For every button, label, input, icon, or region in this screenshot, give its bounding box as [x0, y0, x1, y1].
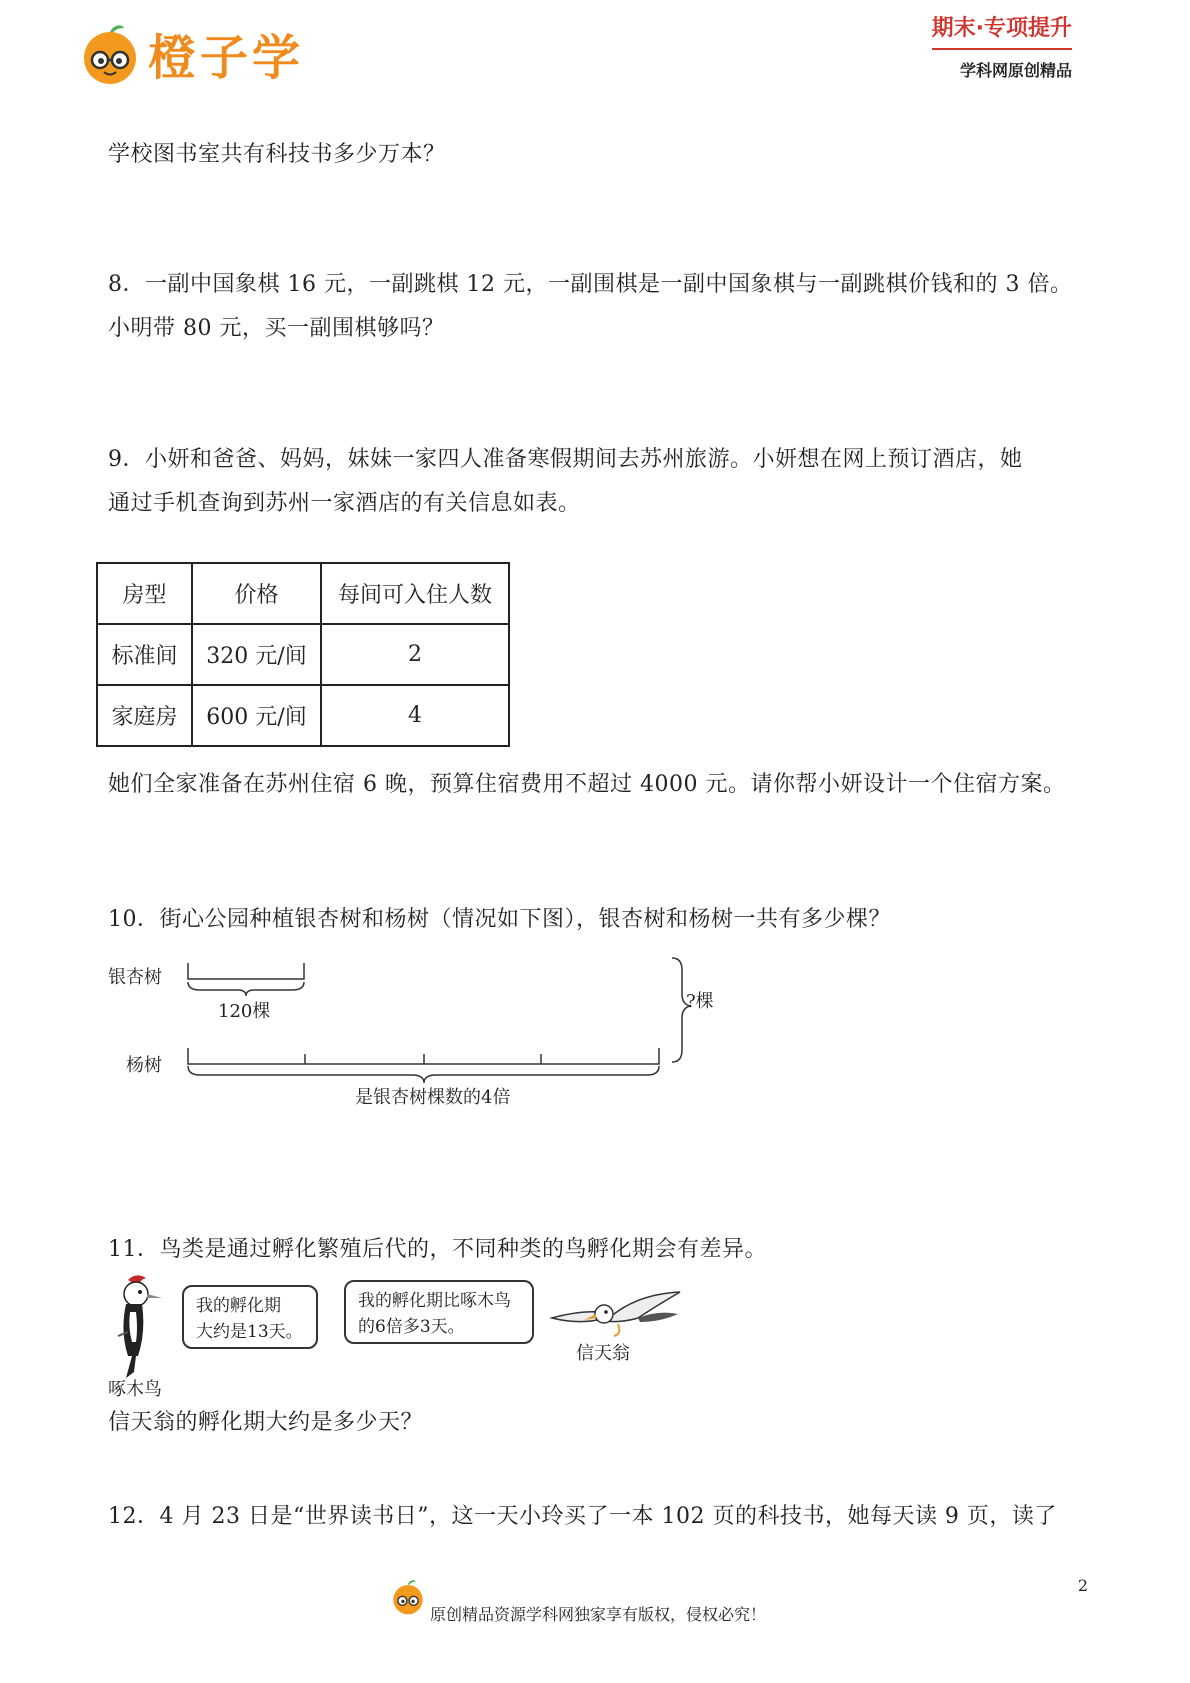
- header-subtitle: 学科网原创精品: [959, 61, 1072, 80]
- albatross-speech-line: 的6倍多3天。: [358, 1317, 465, 1337]
- q9-line-2: 通过手机查询到苏州一家酒店的有关信息如表。: [108, 491, 581, 516]
- q9-line-3: 她们全家准备在苏州住宿 6 晚，预算住宿费用不超过 4000 元。请你帮小妍设计一个住宿方案。: [108, 772, 1066, 797]
- poplar-label: 杨树: [126, 1055, 162, 1076]
- table-cell: 2: [321, 624, 509, 685]
- total-label: ?棵: [686, 991, 714, 1012]
- albatross-speech-line: 我的孵化期比啄木鸟: [358, 1291, 511, 1311]
- table-header-cell: 每间可入住人数: [321, 563, 509, 624]
- ginkgo-label: 银杏树: [108, 967, 162, 988]
- woodpecker-speech-line: 我的孵化期: [196, 1296, 281, 1316]
- table-header-cell: 价格: [192, 563, 321, 624]
- q8-line-1: 8．一副中国象棋 16 元，一副跳棋 12 元，一副围棋是一副中国象棋与一副跳棋价钱和的 3 倍。: [108, 272, 1073, 297]
- poplar-segment: [188, 1048, 659, 1064]
- woodpecker-name: 啄木鸟: [108, 1379, 162, 1400]
- q9-line-1: 9．小妍和爸爸、妈妈，妹妹一家四人准备寒假期间去苏州旅游。小妍想在网上预订酒店，她: [108, 447, 1023, 472]
- page-number: 2: [1077, 1576, 1088, 1595]
- table-cell: 家庭房: [97, 685, 192, 746]
- table-row: [97, 624, 509, 685]
- poplar-brace: [188, 1066, 659, 1083]
- albatross-icon: [548, 1284, 684, 1340]
- q7-end-text: 学校图书室共有科技书多少万本？: [108, 142, 446, 167]
- table-row: [97, 685, 509, 746]
- woodpecker-icon: [108, 1272, 166, 1382]
- ginkgo-segment: [188, 963, 304, 979]
- woodpecker-speech-line: 大约是13天。: [196, 1322, 303, 1342]
- footer-logo-icon: [390, 1578, 426, 1618]
- albatross-speech-bubble: [344, 1280, 534, 1344]
- albatross-name: 信天翁: [576, 1343, 630, 1364]
- q8-line-2: 小明带 80 元，买一副围棋够吗？: [108, 316, 445, 341]
- table-cell: 320 元/间: [192, 624, 321, 685]
- header-tag: 期末·专项提升: [932, 14, 1072, 50]
- ginkgo-count-label: 120棵: [218, 1001, 271, 1022]
- ginkgo-brace: [188, 982, 304, 996]
- table-cell: 4: [321, 685, 509, 746]
- q11-line-2: 信天翁的孵化期大约是多少天？: [108, 1410, 424, 1435]
- hotel-table: [96, 562, 510, 747]
- brand-name: 橙子学: [148, 30, 305, 86]
- woodpecker-speech-bubble: [182, 1285, 318, 1349]
- table-header-row: [97, 563, 509, 624]
- table-cell: 标准间: [97, 624, 192, 685]
- table-cell: 600 元/间: [192, 685, 321, 746]
- brand-logo-icon: [78, 22, 142, 86]
- q12-line-1: 12．4 月 23 日是“世界读书日”，这一天小玲买了一本 102 页的科技书，她每天读 9 页，读了: [108, 1504, 1057, 1529]
- q11-line-1: 11．鸟类是通过孵化繁殖后代的，不同种类的鸟孵化期会有差异。: [108, 1237, 767, 1262]
- table-header-cell: 房型: [97, 563, 192, 624]
- footer-copyright: 原创精品资源学科网独家享有版权，侵权必究！: [430, 1605, 767, 1624]
- poplar-note: 是银杏树棵数的4倍: [355, 1087, 511, 1108]
- q10-line-1: 10．街心公园种植银杏树和杨树（情况如下图），银杏树和杨树一共有多少棵？: [108, 907, 891, 932]
